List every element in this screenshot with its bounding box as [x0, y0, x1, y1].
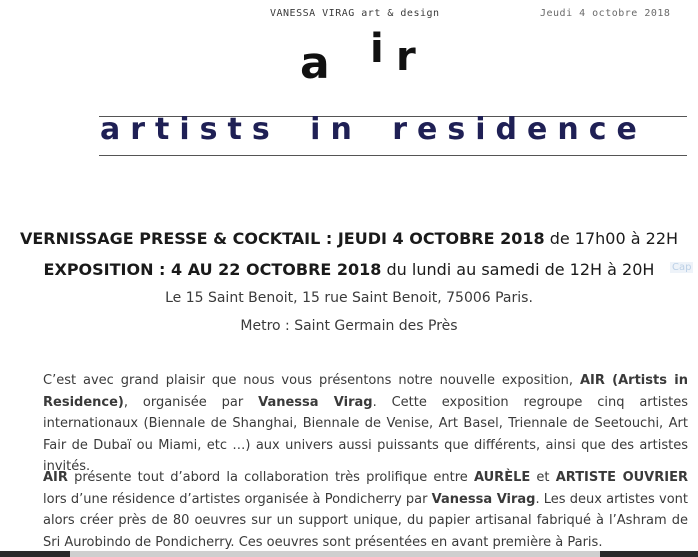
brand-name: VANESSA VIRAG art & design	[270, 8, 440, 19]
bold-run: Vanessa Virag	[431, 491, 536, 507]
taskbar-segment	[0, 551, 70, 557]
logo-letter-r: r	[396, 34, 416, 80]
text-run: . Cette exposition regroupe cinq artistes internationaux (Biennale de Shanghai, Biennale de Venise, Art Basel, Triennale de Seetouchi, Art Fair de Dubaï ou Miami, etc …) aux univers aussi puissants que différents, ainsi que des artistes invités.	[43, 394, 688, 474]
press-preview-title: VERNISSAGE PRESSE & COCKTAIL : JEUDI 4 OCTOBRE 2018	[19, 229, 545, 248]
collaboration-paragraph	[43, 467, 688, 553]
text-run: C’est avec grand plaisir que nous vous présentons notre nouvelle exposition,	[43, 373, 580, 388]
venue-address: Le 15 Saint Benoit, 15 rue Saint Benoit, 75006 Paris.	[165, 290, 533, 306]
cap-badge[interactable]: Cap	[672, 262, 692, 273]
text-run: présente tout d’abord la collaboration très prolifique entre	[67, 470, 474, 485]
logo-letter-a: a	[300, 38, 330, 89]
exhibition-hours: du lundi au samedi de 12H à 20H	[381, 260, 655, 279]
taskbar-segment	[600, 551, 698, 557]
bold-run: AURÈLE	[473, 470, 531, 485]
header-date: Jeudi 4 octobre 2018	[540, 8, 671, 19]
press-preview-hours: de 17h00 à 22H	[544, 229, 679, 248]
exhibition-line	[0, 260, 698, 279]
top-header	[0, 8, 698, 26]
bold-run: ARTISTE OUVRIER	[555, 470, 688, 485]
text-run: et	[530, 470, 556, 485]
exhibition-dates: EXPOSITION : 4 AU 22 OCTOBRE 2018	[43, 260, 382, 279]
bold-run: Vanessa Virag	[258, 394, 373, 410]
window-bottom-bar	[0, 551, 698, 557]
air-logo	[300, 26, 440, 89]
logo-letter-i: i	[370, 26, 384, 72]
text-run: , organisée par	[123, 394, 259, 410]
intro-paragraph	[43, 370, 688, 478]
text-run: . Les deux artistes vont alors créer près de 80 oeuvres sur un support unique, du papier artisanal fabriqué à l’Ashram de Sri Aurobindo de Pondicherry. Ces oeuvres sont présentées en avant première à Paris.	[43, 491, 688, 550]
tagline-artists-in-residence: artists in residence	[100, 112, 647, 147]
bold-run: AIR	[43, 470, 68, 485]
bold-run: AIR (Artists in Residence)	[43, 373, 688, 410]
press-preview-line	[0, 229, 698, 248]
divider-bottom	[99, 155, 687, 156]
metro-info: Metro : Saint Germain des Près	[240, 318, 458, 334]
text-run: lors d’une résidence d’artistes organisée à Pondicherry par	[43, 491, 432, 507]
